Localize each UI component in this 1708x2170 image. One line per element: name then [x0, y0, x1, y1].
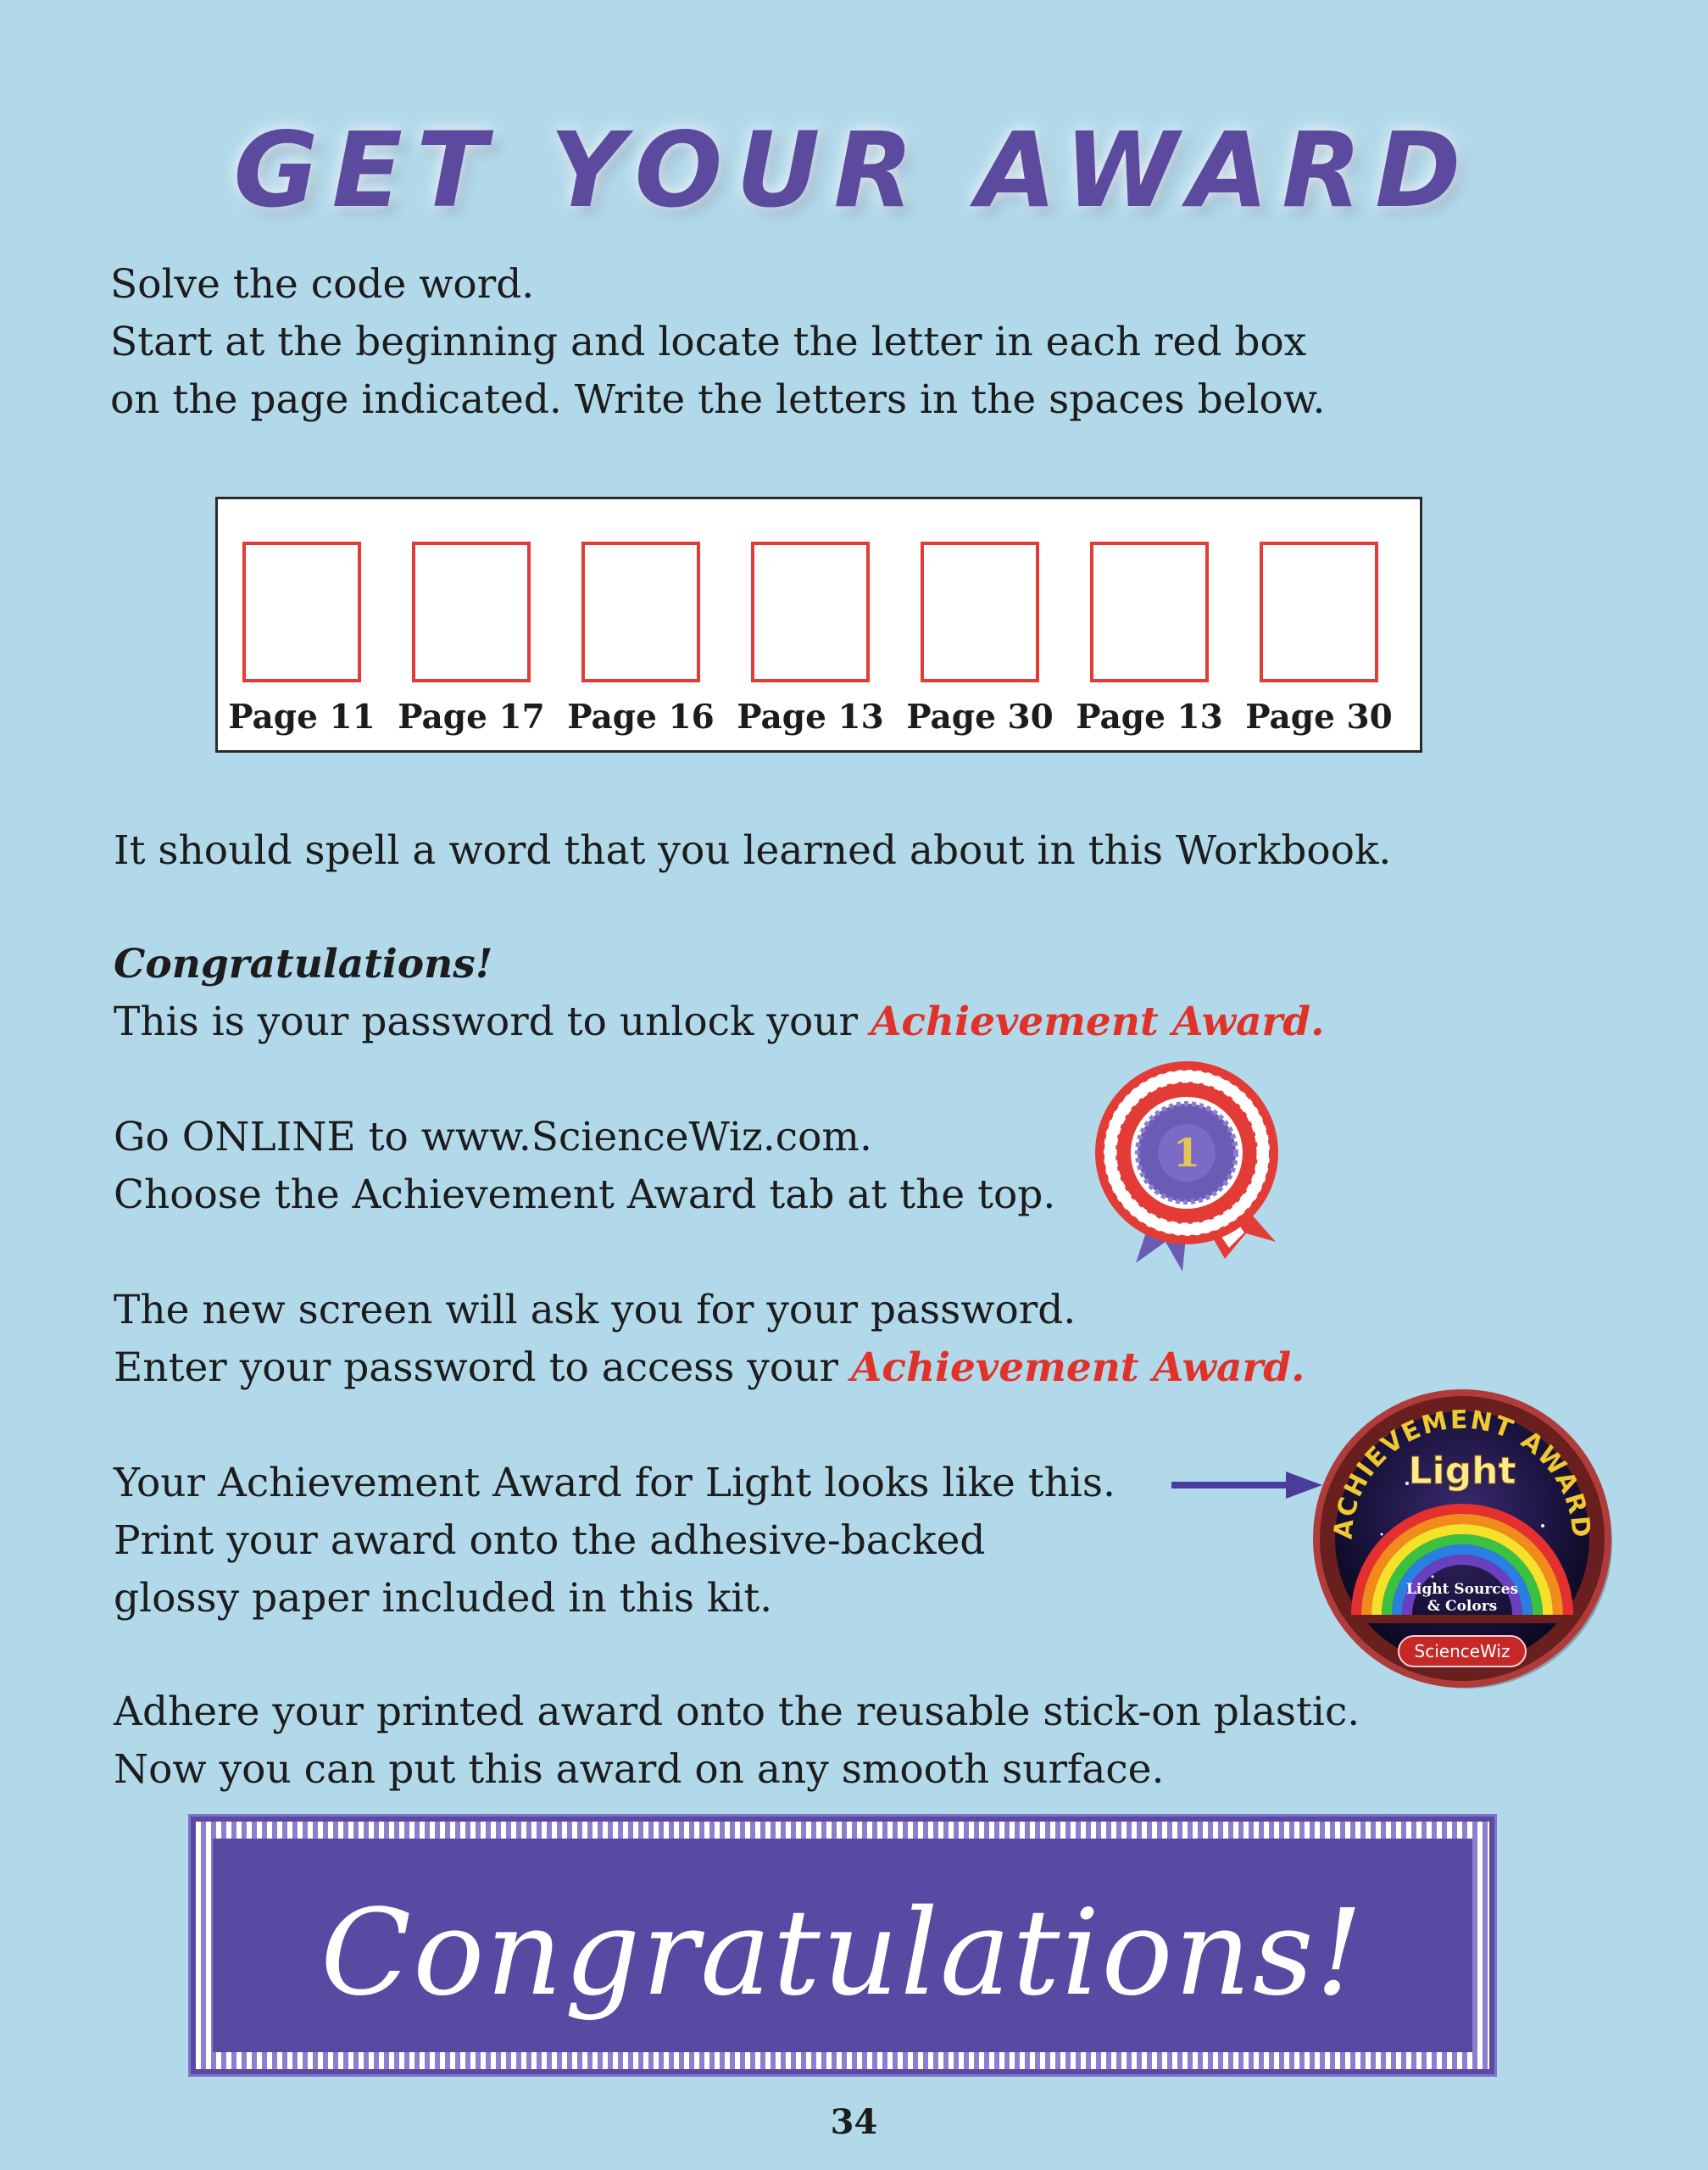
page-label: Page 13	[1076, 698, 1223, 737]
password-text: This is your password to unlock your	[114, 999, 871, 1045]
congrats-heading: Congratulations!	[114, 941, 493, 988]
code-cell	[225, 542, 378, 737]
letter-box[interactable]	[751, 542, 870, 682]
letter-box[interactable]	[921, 542, 1039, 682]
achievement-award-badge-icon	[1305, 1382, 1619, 1695]
letter-box[interactable]	[1260, 542, 1378, 682]
letter-box[interactable]	[242, 542, 361, 682]
page-label: Page 16	[567, 698, 715, 737]
code-cell	[1243, 542, 1395, 737]
achievement-award-highlight: Achievement Award.	[870, 999, 1325, 1045]
badge-subtitle-1: Light Sources	[1405, 1581, 1519, 1598]
online-line-2: Choose the Achievement Award tab at the top.	[114, 1171, 1056, 1218]
banner-text: Congratulations!	[320, 1884, 1365, 2023]
adhere-line-1: Adhere your printed award onto the reusable stick-on plastic.	[114, 1689, 1360, 1735]
letter-box[interactable]	[412, 542, 531, 682]
code-cell	[565, 542, 717, 737]
code-word-panel	[215, 497, 1422, 753]
screen-line-2	[114, 1339, 1305, 1397]
badge-subtitle-2: & Colors	[1427, 1598, 1498, 1615]
letter-box[interactable]	[1090, 542, 1209, 682]
badge-ring-text: ACHIEVEMENT AWARD	[1328, 1405, 1596, 1541]
password-line	[114, 993, 1325, 1051]
page-label: Page 30	[1245, 698, 1393, 737]
spell-line: It should spell a word that you learned about in this Workbook.	[114, 827, 1392, 874]
page-label: Page 11	[228, 698, 376, 737]
code-cell	[395, 542, 548, 737]
arrow-right-icon	[1171, 1468, 1324, 1502]
instruction-line-3: on the page indicated. Write the letters in the spaces below.	[110, 376, 1326, 423]
screen-line-2-text: Enter your password to access your	[114, 1344, 851, 1391]
ribbon-number: 1	[1172, 1130, 1201, 1176]
screen-line-1: The new screen will ask you for your password.	[114, 1287, 1077, 1333]
award-line-3: glossy paper included in this kit.	[114, 1575, 773, 1622]
instruction-line-1: Solve the code word.	[110, 261, 535, 308]
award-line-1: Your Achievement Award for Light looks like this.	[114, 1460, 1115, 1506]
page-label: Page 13	[737, 698, 884, 737]
letter-box[interactable]	[581, 542, 700, 682]
code-cell	[734, 542, 887, 737]
online-line-1: Go ONLINE to www.ScienceWiz.com.	[114, 1114, 872, 1160]
code-cell	[1073, 542, 1226, 737]
ribbon-rosette-icon	[1085, 1060, 1288, 1271]
page-label: Page 30	[906, 698, 1054, 737]
page-number: 34	[830, 2102, 878, 2142]
page-label: Page 17	[398, 698, 545, 737]
instruction-line-2: Start at the beginning and locate the letter in each red box	[110, 319, 1307, 365]
adhere-line-2: Now you can put this award on any smooth surface.	[114, 1746, 1165, 1793]
badge-brand: ScienceWiz	[1414, 1641, 1510, 1661]
congratulations-banner	[188, 1814, 1497, 2077]
achievement-award-highlight-2: Achievement Award.	[850, 1344, 1305, 1391]
page-title: GET YOUR AWARD	[233, 110, 1475, 231]
award-line-2: Print your award onto the adhesive-backed	[114, 1517, 986, 1564]
code-cell	[904, 542, 1056, 737]
badge-title: Light	[1408, 1449, 1516, 1493]
